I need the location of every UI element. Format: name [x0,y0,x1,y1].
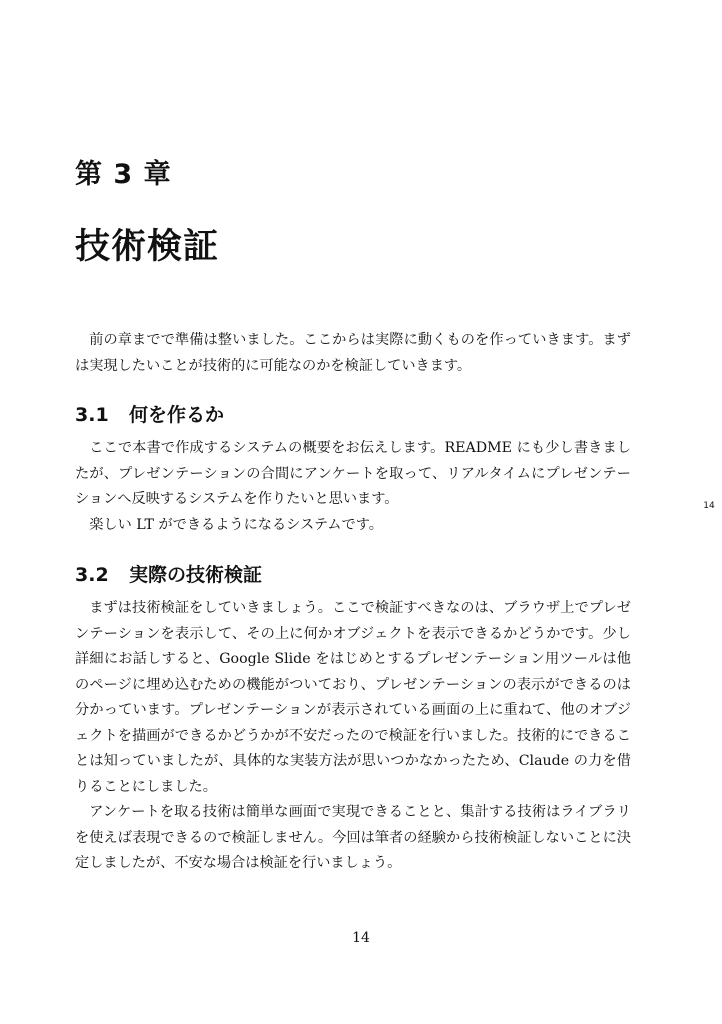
section-title: 何を作るか [129,404,225,426]
section-3-2-text [75,596,631,877]
paragraph: ここで本書で作成するシステムの概要をお伝えします。README にも少し書きましたが、プレゼンテーションの合間にアンケートを取って、リアルタイムにプレゼンテーションへ反映するシステムを作りたいと思います。 [75,440,631,507]
paragraph: アンケートを取る技術は簡単な画面で実現できることと、集計する技術はライブラリを使えば表現できるので検証しません。今回は筆者の経験から技術検証しないことに決定しましたが、不安な場合は検証を行いましょう。 [75,804,631,871]
section-heading-3-1 [75,400,224,427]
intro-text [75,328,631,379]
paragraph: 楽しい LT ができるようになるシステムです。 [89,516,383,533]
section-3-1-text [75,436,631,538]
chapter-label: 第 3 章 [75,159,172,190]
section-number: 3.2 [75,564,109,586]
chapter-title: 技術検証 [75,227,220,267]
page-number: 14 [352,930,370,946]
section-heading-3-2 [75,560,262,587]
section-title: 実際の技術検証 [129,564,263,586]
paragraph: まずは技術検証をしていきましょう。ここで検証すべきなのは、ブラウザ上でプレゼンテーションを表示して、その上に何かオブジェクトを表示できるかどうかです。少し詳細にお話しすると、Google Slide をはじめとするプレゼンテーション用ツールは他のページに埋め込むための機能がついており、プレゼンテーションの表示ができるのは分かっています。プレゼンテーションが表示されている画面の上に重ねて、他のオブジェクトを描画ができるかどうかが不安だったので検証を行いました。技術的にできることは知っていましたが、具体的な実装方法が思いつかなかったため、Claude の力を借りることにしました。 [75,600,631,795]
margin-note: 14 [703,501,715,511]
intro-paragraph: 前の章までで準備は整いました。ここからは実際に動くものを作っていきます。まずは実現したいことが技術的に可能なのかを検証していきます。 [75,332,631,374]
section-number: 3.1 [75,404,109,426]
